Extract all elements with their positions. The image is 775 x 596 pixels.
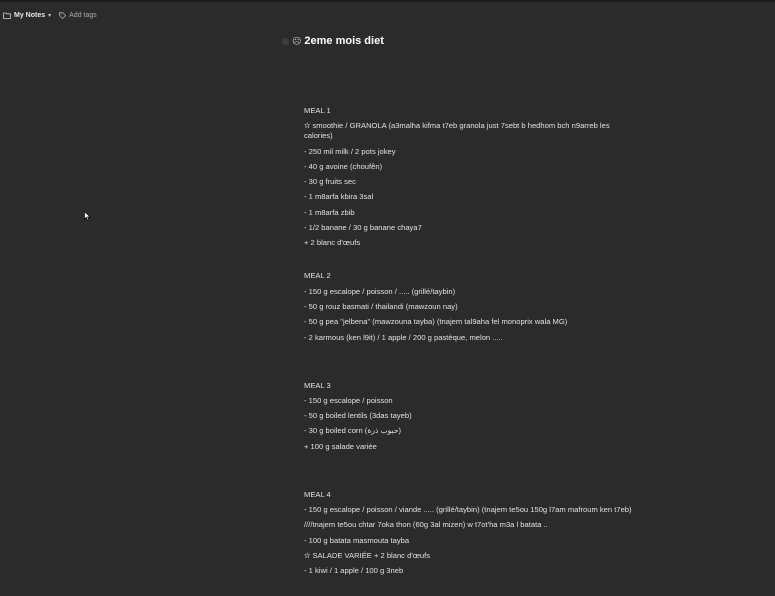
frown-emoji-icon[interactable]: ☹ bbox=[292, 35, 302, 46]
note-line: ✫ SALADE VARIÉE + 2 blanc d'œufs bbox=[304, 550, 431, 560]
meal-header: MEAL 2 bbox=[304, 271, 331, 281]
add-tags-button[interactable] bbox=[59, 12, 97, 19]
note-line: + 2 blanc d'œufs bbox=[304, 238, 361, 248]
window-top-border bbox=[0, 0, 775, 2]
note-line: - 150 g escalope / poisson bbox=[304, 395, 393, 405]
note-title-row bbox=[282, 34, 384, 48]
note-line: - 30 g boiled corn (حبوب ذرة) bbox=[304, 426, 402, 436]
note-line: - 2 karmous (ken l9it) / 1 apple / 200 g pastèque, melon ..... bbox=[304, 332, 503, 342]
note-line: - 1/2 banane / 30 g banane chaya7 bbox=[304, 223, 422, 233]
note-body[interactable] bbox=[304, 106, 634, 582]
note-line: - 1 kiwi / 1 apple / 100 g 3neb bbox=[304, 566, 404, 576]
note-line: - 1 m8arfa zbib bbox=[304, 207, 355, 217]
note-toolbar bbox=[0, 8, 97, 22]
notebook-label: My Notes bbox=[14, 11, 46, 19]
add-tags-label: Add tags bbox=[69, 11, 97, 19]
note-line: - 50 g rouz basmati / thailandi (mawzoun nay) bbox=[304, 301, 458, 311]
meal-header: MEAL 4 bbox=[304, 489, 331, 499]
note-line: - 150 g escalope / poisson / ..... (grillé/taybin) bbox=[304, 286, 456, 296]
note-title[interactable]: 2eme mois diet bbox=[304, 35, 384, 47]
meal-header: MEAL 1 bbox=[304, 106, 331, 115]
note-status-dot bbox=[282, 38, 289, 45]
note-line: - 100 g batata masmouta tayba bbox=[304, 535, 410, 545]
note-line: - 250 mil milk / 2 pots jokey bbox=[304, 146, 396, 156]
note-line: ✫ smoothie / GRANOLA (a3malha kifma t7eb granola just 7sebt b hedhom bch n9arreb les calories) bbox=[304, 121, 610, 141]
note-line: + 100 g salade variée bbox=[304, 441, 377, 451]
note-line: - 1 m8arfa kbira 3sal bbox=[304, 192, 374, 202]
note-line: - 150 g escalope / poisson / viande ..... (grillé/taybin) (tnajem te5ou 150g l7am mafroum ken t7eb) bbox=[304, 505, 632, 515]
chevron-down-icon: ▾ bbox=[48, 12, 52, 19]
meal-section-3 bbox=[304, 381, 634, 452]
mouse-cursor-icon bbox=[84, 208, 91, 226]
meal-section-4 bbox=[304, 490, 634, 576]
note-line: - 50 g boiled lentils (3das tayeb) bbox=[304, 411, 412, 421]
notebook-selector[interactable] bbox=[3, 12, 51, 19]
note-line: - 30 g fruits sec bbox=[304, 177, 356, 187]
note-line: - 50 g pea "jelbena" (mawzouna tayba) (tnajem tal9aha fel monoprix wala MG) bbox=[304, 317, 568, 327]
meal-header: MEAL 3 bbox=[304, 380, 331, 390]
note-line: - 40 g avoine (choufên) bbox=[304, 161, 383, 171]
folder-icon bbox=[3, 12, 11, 19]
meal-section-2 bbox=[304, 271, 634, 342]
tag-icon bbox=[59, 12, 66, 19]
note-line: ////tnajem te5ou chtar 7oka thon (60g 3al mizen) w t7ot'ha m3a l batata .. bbox=[304, 520, 548, 530]
meal-section-1 bbox=[304, 106, 634, 248]
